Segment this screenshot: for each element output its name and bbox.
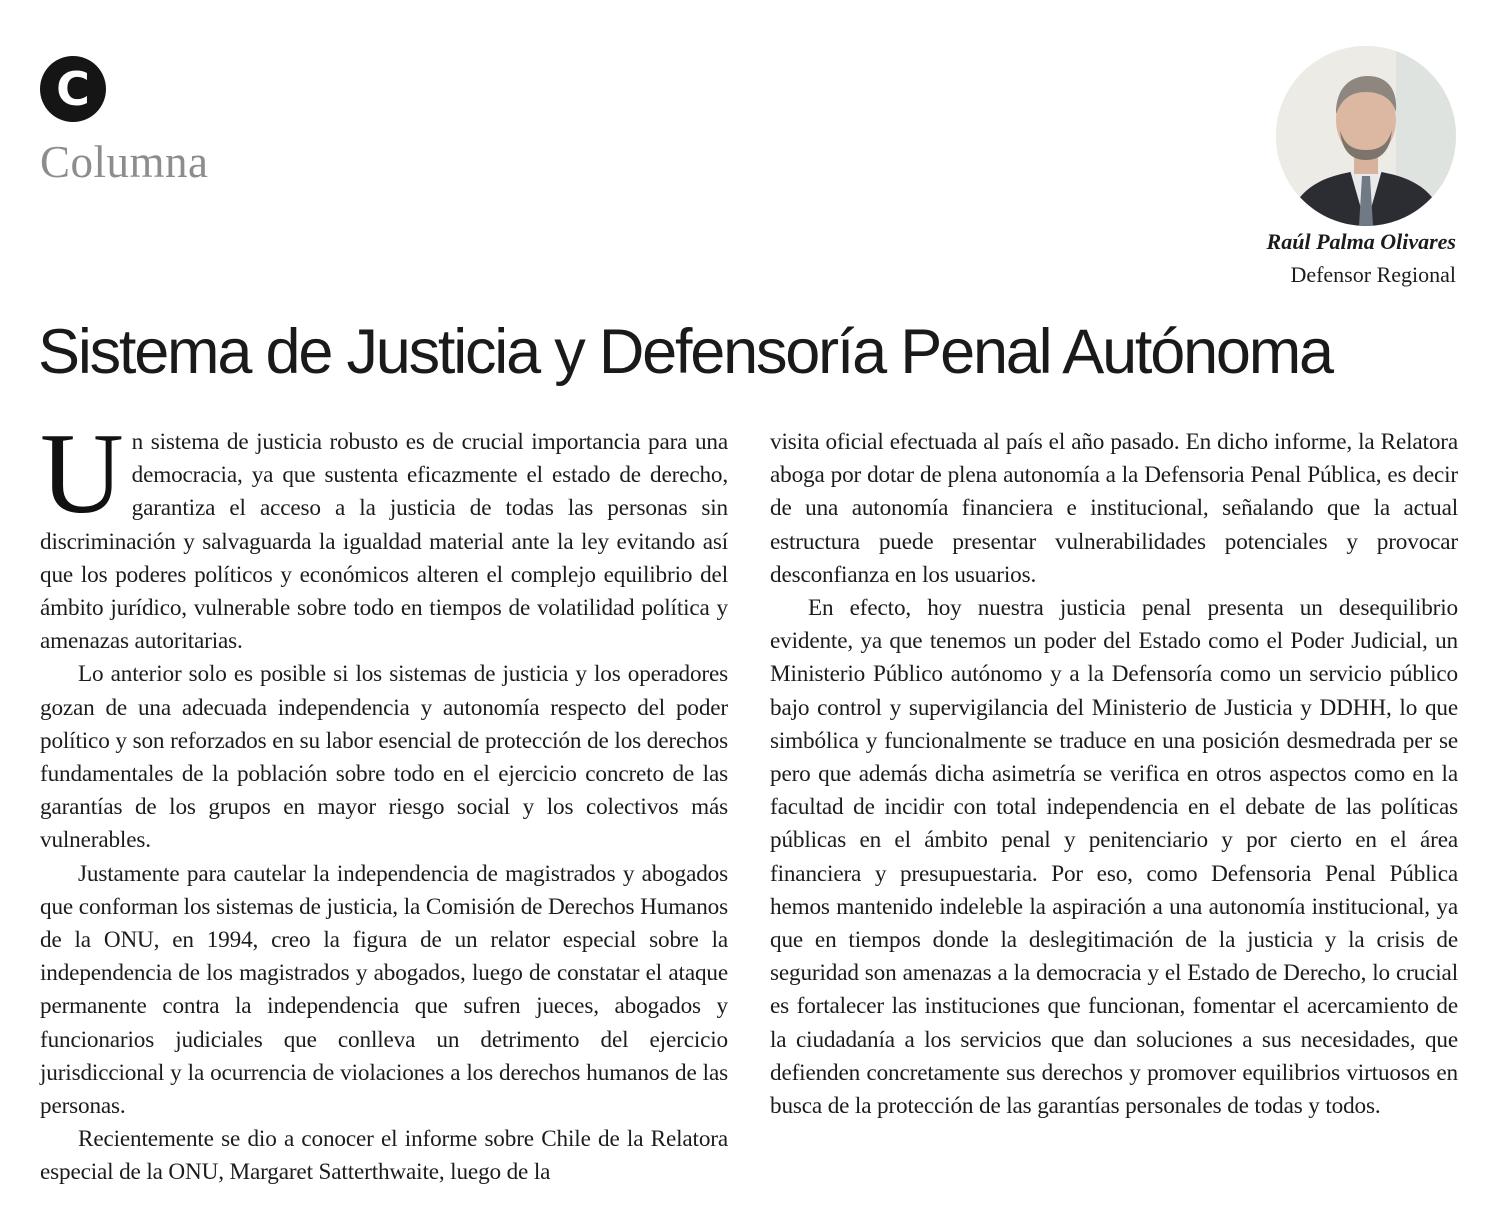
paragraph-text: n sistema de justicia robusto es de crucial importancia para una democracia, ya que sustenta eficazmente el estado de derecho, garantiza el acceso a la justicia de todas las personas sin discriminación y salvaguarda la igualdad material ante la ley evitando así que los poderes políticos y económicos alteren el complejo equilibrio del ámbito jurídico, vulnerable sobre todo en tiempos de volatilidad política y amenazas autoritarias. <box>40 429 728 655</box>
author-name: Raúl Palma Olivares <box>1266 229 1456 254</box>
headline: Sistema de Justicia y Defensoría Penal Autónoma <box>38 317 1332 387</box>
section-label: Columna <box>40 137 209 187</box>
column-badge-icon: C <box>40 56 106 122</box>
article-paragraph: Justamente para cautelar la independencia de magistrados y abogados que conforman los sistemas de justicia, la Comisión de Derechos Humanos de la ONU, en 1994, creo la figura de un relator especial sobre la independencia de los magistrados y abogados, luego de constatar el ataque permanente contra la independencia que sufren jueces, abogados y funcionarios judiciales que conlleva un detrimento del ejercicio jurisdiccional y la ocurrencia de violaciones a los derechos humanos de las personas. <box>40 860 728 1120</box>
author-role: Defensor Regional <box>1290 262 1456 287</box>
article-paragraph <box>40 410 728 658</box>
article-column-right <box>770 426 1458 1123</box>
article-column-left <box>40 410 728 1190</box>
drop-cap: U <box>40 410 124 538</box>
author-photo <box>1276 46 1456 226</box>
author-portrait-icon <box>1276 46 1456 226</box>
article-paragraph: Lo anterior solo es posible si los sistemas de justicia y los operadores gozan de una adecuada independencia y autonomía respecto del poder político y son reforzados en su labor esencial de protección de los derechos fundamentales de la población sobre todo en el ejercicio concreto de las garantías de los grupos en mayor riesgo social y los colectivos más vulnerables. <box>40 661 728 854</box>
article-paragraph-continued: visita oficial efectuada al país el año pasado. En dicho informe, la Relatora aboga por dotar de plena autonomía a la Defensoria Penal Pública, es decir de una autonomía financiera e institucional, señalando que la actual estructura puede presentar vulnerabilidades potenciales y provocar desconfianza en los usuarios. <box>770 429 1458 588</box>
article-paragraph: Recientemente se dio a conocer el informe sobre Chile de la Relatora especial de la ONU, Margaret Satterthwaite, luego de la <box>40 1126 728 1186</box>
article-paragraph: En efecto, hoy nuestra justicia penal presenta un desequilibrio evidente, ya que tenemos un poder del Estado como el Poder Judicial, un Ministerio Público autónomo y a la Defensoría como un servicio público bajo control y supervigilancia del Ministerio de Justicia y DDHH, lo que simbólica y funcionalmente se traduce en una posición desmedrada per se pero que además dicha asimetría se verifica en otros aspectos como en la facultad de incidir con total independencia en el debate de las políticas públicas en el ámbito penal y penitenciario y por cierto en el área financiera y presupuestaria. Por eso, como Defensoria Penal Pública hemos mantenido indeleble la aspiración a una autonomía institucional, ya que en tiempos donde la deslegitimación de la justicia y la crisis de seguridad son amenazas a la democracia y el Estado de Derecho, lo crucial es fortalecer las instituciones que funcionan, fomentar el acercamiento de la ciudadanía a los servicios que dan soluciones a sus necesidades, que defienden concretamente sus derechos y promover equilibrios virtuosos en busca de la protección de las garantías personales de todas y todos. <box>770 595 1458 1120</box>
